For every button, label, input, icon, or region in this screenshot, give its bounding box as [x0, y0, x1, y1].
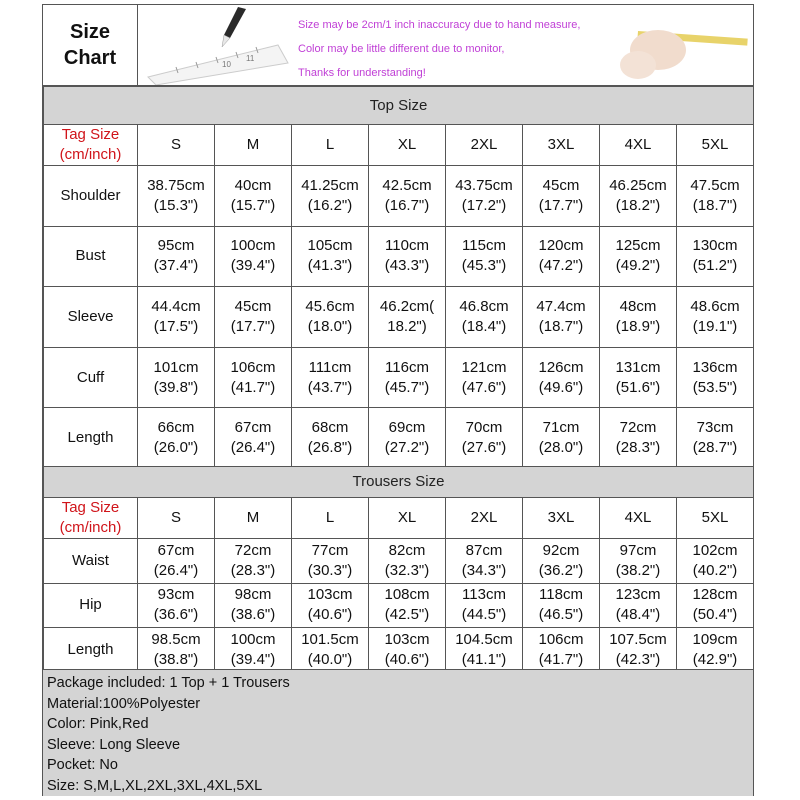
table-row [44, 166, 754, 227]
size-header [138, 498, 215, 539]
measurement-cm: 121cm [461, 358, 507, 376]
measurement-cell [677, 226, 754, 287]
section-title [44, 87, 754, 125]
row-label [44, 287, 138, 348]
size-header [292, 498, 369, 539]
measurement-inch: (41.1") [461, 650, 507, 668]
table-row [44, 628, 754, 673]
ruler-mark-11: 11 [246, 54, 255, 63]
measurement-inch: (43.7") [307, 378, 353, 396]
measurement-cell [600, 166, 677, 227]
measurement-cm: 116cm [385, 358, 429, 376]
measurement-inch: (26.0") [153, 439, 199, 457]
measurement-cell [600, 226, 677, 287]
measurement-cm: 67cm [234, 419, 272, 437]
measurement-inch: (48.4") [615, 606, 661, 624]
measurement-cm: 69cm [388, 419, 426, 437]
size-header [369, 125, 446, 166]
measurement-inch: (26.4") [153, 561, 199, 579]
measurement-cell [523, 583, 600, 628]
measurement-inch: (28.3") [230, 561, 276, 579]
measurement-cell [600, 628, 677, 673]
measurement-inch: (38.8") [153, 650, 199, 668]
measurement-cell [215, 583, 292, 628]
measurement-cell [523, 628, 600, 673]
measurement-inch: (18.7") [538, 317, 584, 335]
measurement-cm: 102cm [692, 541, 738, 559]
measurement-cm: 46.8cm [459, 297, 509, 315]
measurement-inch: (27.6") [461, 439, 507, 457]
size-chart-header [43, 5, 753, 86]
measurement-cm: 67cm [157, 541, 195, 559]
info-line: Pocket: No [47, 757, 118, 773]
measurement-cm: 95cm [157, 237, 195, 255]
measurement-inch: (19.1") [692, 317, 738, 335]
info-line: Color: Pink,Red [47, 716, 149, 732]
measurement-inch: (47.2") [538, 257, 584, 275]
measurement-cm: 100cm [230, 237, 276, 255]
row-label [44, 166, 138, 227]
measurement-cm: 47.5cm [690, 176, 740, 194]
measurement-cell [215, 408, 292, 469]
product-info [43, 669, 753, 796]
measurement-cell [215, 539, 292, 584]
measurement-cell [215, 287, 292, 348]
measurement-inch: (53.5") [692, 378, 738, 396]
measurement-cm: 123cm [615, 586, 661, 604]
measurement-inch: (39.4") [230, 650, 276, 668]
measurement-cell [677, 166, 754, 227]
measurement-cell [446, 226, 523, 287]
measurement-inch: (42.9") [692, 650, 738, 668]
measurement-cell [215, 226, 292, 287]
measurement-cell [600, 408, 677, 469]
measurement-inch: (41.7") [538, 650, 584, 668]
measurement-cm: 109cm [692, 630, 738, 648]
measurement-inch: (17.7") [538, 196, 584, 214]
measurement-inch: (17.2") [461, 196, 507, 214]
measurement-cm: 118cm [539, 586, 583, 604]
measurement-inch: (27.2") [384, 439, 430, 457]
measurement-cell [215, 628, 292, 673]
size-header [215, 498, 292, 539]
measurement-inch: 18.2") [387, 317, 427, 335]
measurement-cell [369, 226, 446, 287]
measurement-cm: 38.75cm [147, 176, 205, 194]
size-label: 5XL [701, 509, 729, 526]
row-label-text: Shoulder [60, 186, 121, 204]
measurement-cm: 70cm [465, 419, 503, 437]
size-label: 3XL [547, 509, 575, 526]
measurement-inch: (41.3") [307, 257, 353, 275]
measurement-cell [446, 583, 523, 628]
measurement-inch: (44.5") [461, 606, 507, 624]
measurement-cell [677, 287, 754, 348]
size-label: 3XL [547, 136, 575, 153]
measurement-cell [369, 166, 446, 227]
measurement-inch: (26.8") [307, 439, 353, 457]
measurement-inch: (38.2") [615, 561, 661, 579]
measurement-inch: (17.5") [153, 317, 199, 335]
measurement-cell [215, 166, 292, 227]
measurement-cell [677, 583, 754, 628]
measurement-inch: (37.4") [153, 257, 199, 275]
header-banner [138, 5, 753, 85]
top-size-table [43, 86, 754, 469]
measurement-cell [677, 628, 754, 673]
measurement-inch: (28.3") [615, 439, 661, 457]
measurement-cell [369, 287, 446, 348]
size-header-row [44, 125, 754, 166]
measurement-cm: 120cm [538, 237, 584, 255]
measurement-cell [446, 347, 523, 408]
measurement-cm: 72cm [234, 541, 272, 559]
measurement-cell [292, 539, 369, 584]
row-label [44, 583, 138, 628]
measurement-cell [446, 539, 523, 584]
measurement-cm: 40cm [234, 176, 272, 194]
size-header [369, 498, 446, 539]
measurement-cell [446, 408, 523, 469]
measurement-inch: (40.6") [307, 606, 353, 624]
measurement-cm: 128cm [692, 586, 738, 604]
info-line: Size: S,M,L,XL,2XL,3XL,4XL,5XL [47, 777, 263, 794]
ruler-mark-10: 10 [222, 60, 231, 69]
measurement-inch: (15.7") [230, 196, 276, 214]
measurement-cell [600, 347, 677, 408]
measurement-cm: 87cm [465, 541, 503, 559]
measurement-inch: (45.7") [384, 378, 430, 396]
measurement-cell [369, 583, 446, 628]
measurement-cm: 110cm [385, 237, 429, 255]
measurement-cm: 107.5cm [609, 630, 667, 648]
title-line-2: Chart [63, 47, 117, 69]
measurement-cell [523, 287, 600, 348]
measurement-cm: 46.25cm [609, 176, 667, 194]
measurement-cm: 101.5cm [301, 630, 359, 648]
measurement-inch: (45.3") [461, 257, 507, 275]
tag-size-text: Tag Size (cm/inch) [59, 126, 122, 163]
measurement-cell [292, 347, 369, 408]
measurement-inch: (34.3") [461, 561, 507, 579]
info-line: Package included: 1 Top + 1 Trousers [47, 675, 290, 691]
measurement-inch: (26.4") [230, 439, 276, 457]
measurement-cm: 100cm [230, 630, 276, 648]
measurement-cell [292, 408, 369, 469]
measurement-cm: 98.5cm [151, 630, 201, 648]
measurement-cm: 48.6cm [690, 297, 740, 315]
measurement-cm: 44.4cm [151, 297, 201, 315]
table-row [44, 539, 754, 584]
row-label-text: Hip [79, 596, 102, 614]
measurement-cell [138, 347, 215, 408]
row-label [44, 539, 138, 584]
measurement-cell [369, 628, 446, 673]
measurement-inch: (42.5") [384, 606, 430, 624]
measurement-inch: (49.6") [538, 378, 584, 396]
measurement-cm: 46.2cm( [379, 297, 435, 315]
section-title [44, 467, 754, 498]
measurement-cm: 45.6cm [305, 297, 355, 315]
measurement-cm: 115cm [462, 237, 506, 255]
section-title-row [44, 467, 754, 498]
measurement-cell [292, 583, 369, 628]
measurement-cell [292, 287, 369, 348]
measurement-cell [523, 166, 600, 227]
measurement-inch: (51.6") [615, 378, 661, 396]
size-header [523, 125, 600, 166]
measurement-cm: 45cm [234, 297, 272, 315]
measurement-cell [523, 408, 600, 469]
measurement-cm: 82cm [388, 541, 426, 559]
measurement-inch: (18.9") [615, 317, 661, 335]
row-label-text: Sleeve [67, 307, 114, 325]
size-label: 5XL [701, 136, 729, 153]
measurement-cm: 113cm [462, 586, 506, 604]
measurement-cell [292, 628, 369, 673]
size-label: S [170, 509, 181, 526]
title-line-1: Size [69, 21, 111, 43]
info-line: Sleeve: Long Sleeve [47, 736, 181, 753]
measurement-cell [369, 408, 446, 469]
measurement-cm: 72cm [619, 419, 657, 437]
measurement-cell [138, 628, 215, 673]
size-chart [42, 4, 754, 796]
row-label-text: Waist [72, 551, 109, 569]
measurement-cm: 45cm [542, 176, 580, 194]
measurement-cm: 42.5cm [382, 176, 432, 194]
size-header [600, 125, 677, 166]
measurement-cm: 68cm [311, 419, 349, 437]
measurement-cell [523, 226, 600, 287]
measurement-cm: 105cm [307, 237, 353, 255]
measurement-cell [292, 226, 369, 287]
size-label: XL [397, 136, 417, 153]
measurement-inch: (39.4") [230, 257, 276, 275]
measurement-cell [600, 583, 677, 628]
row-label-text: Bust [75, 247, 106, 265]
size-label: 4XL [624, 509, 652, 526]
measurement-inch: (49.2") [615, 257, 661, 275]
measurement-cm: 103cm [307, 586, 353, 604]
size-header [523, 498, 600, 539]
section-title-row [44, 87, 754, 125]
measurement-cm: 104.5cm [455, 630, 513, 648]
row-label [44, 628, 138, 673]
measurement-inch: (18.2") [615, 196, 661, 214]
measurement-cell [138, 539, 215, 584]
measurement-cm: 73cm [696, 419, 734, 437]
measurement-inch: (42.3") [615, 650, 661, 668]
row-label [44, 347, 138, 408]
size-chart-title [43, 5, 138, 85]
measurement-cm: 125cm [615, 237, 661, 255]
size-label: 4XL [624, 136, 652, 153]
measurement-inch: (40.6") [384, 650, 430, 668]
tag-size-text: Tag Size (cm/inch) [59, 499, 122, 536]
measurement-cm: 98cm [234, 586, 272, 604]
measurement-cell [677, 539, 754, 584]
measurement-cm: 101cm [153, 358, 199, 376]
measurement-inch: (15.3") [153, 196, 199, 214]
measurement-cm: 71cm [542, 419, 580, 437]
size-label: M [246, 509, 260, 526]
table-row [44, 226, 754, 287]
table-row [44, 347, 754, 408]
note-line: Color may be little different due to monitor, [298, 43, 505, 55]
row-label-text: Length [67, 429, 114, 447]
measurement-inch: (18.0") [307, 317, 353, 335]
size-header [215, 125, 292, 166]
measurement-cell [138, 408, 215, 469]
measurement-cell [600, 287, 677, 348]
measurement-inch: (36.6") [153, 606, 199, 624]
measurement-inch: (16.7") [384, 196, 430, 214]
size-label: 2XL [470, 509, 498, 526]
measurement-inch: (41.7") [230, 378, 276, 396]
tag-size-label [44, 498, 138, 539]
measurement-cell [215, 347, 292, 408]
measurement-inch: (30.3") [307, 561, 353, 579]
measurement-cm: 41.25cm [301, 176, 359, 194]
measurement-cm: 77cm [311, 541, 349, 559]
measurement-cm: 130cm [692, 237, 738, 255]
measurement-cell [677, 408, 754, 469]
size-label: S [170, 136, 181, 153]
size-header [677, 125, 754, 166]
size-header-row [44, 498, 754, 539]
measurement-cell [677, 347, 754, 408]
table-row [44, 287, 754, 348]
measurement-cell [446, 287, 523, 348]
measurement-cell [292, 166, 369, 227]
measurement-cell [523, 347, 600, 408]
measurement-cell [138, 583, 215, 628]
size-header [446, 498, 523, 539]
measurement-inch: (43.3") [384, 257, 430, 275]
measurement-cm: 106cm [230, 358, 276, 376]
measurement-cell [446, 166, 523, 227]
note-line: Thanks for understanding! [298, 67, 426, 79]
info-line: Material:100%Polyester [47, 695, 201, 712]
table-row [44, 583, 754, 628]
measurement-cell [138, 287, 215, 348]
measurement-cm: 126cm [538, 358, 584, 376]
measurement-inch: (17.7") [230, 317, 276, 335]
measurement-cell [369, 539, 446, 584]
section-title-text: Trousers Size [352, 473, 445, 490]
measurement-inch: (28.0") [538, 439, 584, 457]
measurement-cell [523, 539, 600, 584]
table-row [44, 408, 754, 469]
measurement-cell [600, 539, 677, 584]
measurement-cm: 47.4cm [536, 297, 586, 315]
measurement-inch: (46.5") [538, 606, 584, 624]
size-header [138, 125, 215, 166]
measurement-inch: (39.8") [153, 378, 199, 396]
measurement-cell [369, 347, 446, 408]
measurement-cell [138, 226, 215, 287]
row-label-text: Length [67, 640, 114, 658]
measurement-cell [138, 166, 215, 227]
measurement-cm: 131cm [615, 358, 661, 376]
measurement-inch: (51.2") [692, 257, 738, 275]
size-header [446, 125, 523, 166]
size-label: XL [397, 509, 417, 526]
measurement-cm: 111cm [308, 358, 352, 376]
measurement-cm: 106cm [538, 630, 584, 648]
measurement-inch: (38.6") [230, 606, 276, 624]
measurement-inch: (28.7") [692, 439, 738, 457]
row-label-text: Cuff [76, 368, 105, 386]
measurement-cm: 108cm [384, 586, 430, 604]
measurement-inch: (32.3") [384, 561, 430, 579]
measurement-cell [446, 628, 523, 673]
measurement-inch: (18.4") [461, 317, 507, 335]
measurement-cm: 103cm [384, 630, 430, 648]
trousers-size-table [43, 466, 754, 673]
row-label [44, 408, 138, 469]
size-label: 2XL [470, 136, 498, 153]
size-label: L [325, 509, 335, 526]
note-line: Size may be 2cm/1 inch inaccuracy due to hand measure, [298, 19, 581, 31]
measurement-cm: 43.75cm [455, 176, 513, 194]
measurement-inch: (40.0") [307, 650, 353, 668]
measurement-cm: 92cm [542, 541, 580, 559]
measurement-cm: 136cm [692, 358, 738, 376]
measurement-inch: (40.2") [692, 561, 738, 579]
measurement-cm: 97cm [619, 541, 657, 559]
measurement-inch: (16.2") [307, 196, 353, 214]
measurement-inch: (50.4") [692, 606, 738, 624]
size-label: M [246, 136, 260, 153]
section-title-text: Top Size [369, 96, 428, 114]
notes [298, 13, 580, 85]
size-header [292, 125, 369, 166]
size-header [600, 498, 677, 539]
measurement-cm: 66cm [157, 419, 195, 437]
size-label: L [325, 136, 335, 153]
measurement-cm: 93cm [157, 586, 195, 604]
row-label [44, 226, 138, 287]
tag-size-label [44, 125, 138, 166]
measurement-inch: (47.6") [461, 378, 507, 396]
measurement-inch: (18.7") [692, 196, 738, 214]
measurement-cm: 48cm [619, 297, 657, 315]
measurement-inch: (36.2") [538, 561, 584, 579]
size-header [677, 498, 754, 539]
